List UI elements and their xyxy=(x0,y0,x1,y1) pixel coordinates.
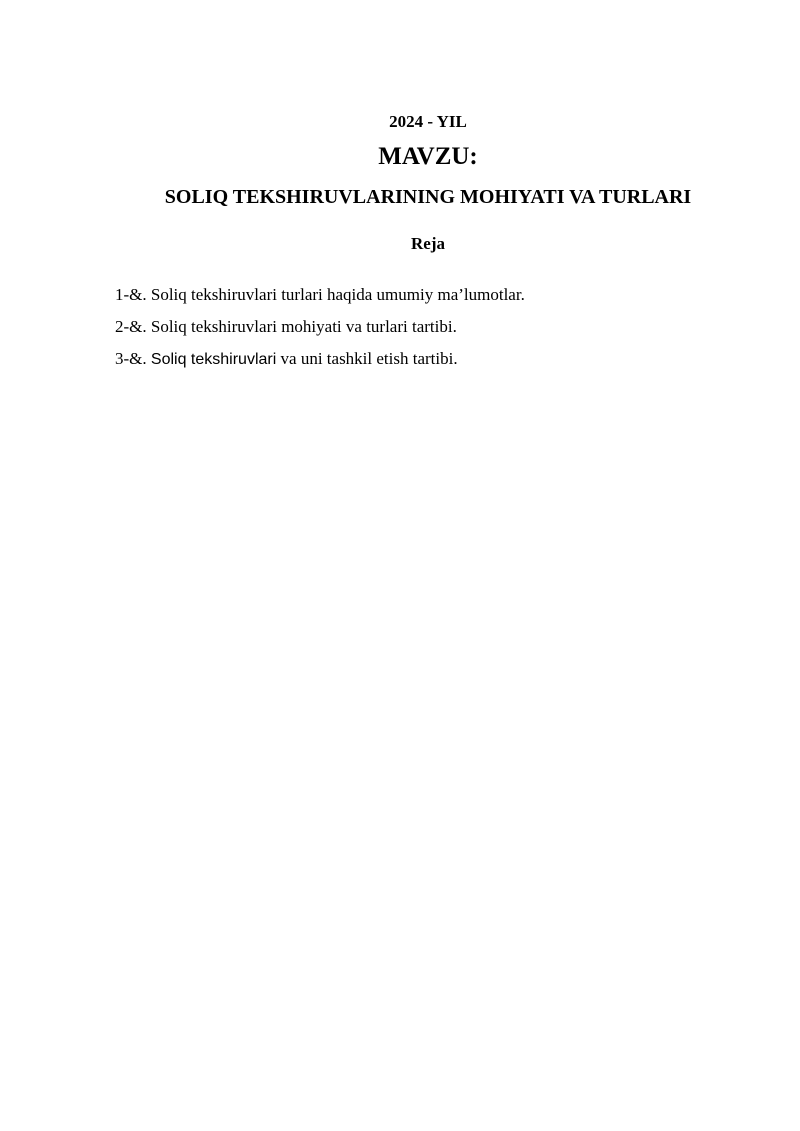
plan-item-3-highlight: Soliq tekshiruvlari xyxy=(150,351,277,368)
plan-item-3-suffix: va uni tashkil etish tartibi. xyxy=(276,349,458,368)
plan-list xyxy=(115,279,525,376)
topic-title: SOLIQ TEKSHIRUVLARINING MOHIYATI VA TURLARI xyxy=(164,186,692,208)
year-label: 2024 - YIL xyxy=(389,112,467,131)
plan-item-3-prefix: 3-&. xyxy=(115,349,151,368)
plan-item-2: 2-&. Soliq tekshiruvlari mohiyati va turlari tartibi. xyxy=(115,317,457,336)
topic-heading: MAVZU: xyxy=(378,143,478,170)
plan-item-1: 1-&. Soliq tekshiruvlari turlari haqida umumiy ma’lumotlar. xyxy=(115,285,525,304)
plan-title: Reja xyxy=(411,234,445,253)
plan-item-3 xyxy=(115,343,525,376)
